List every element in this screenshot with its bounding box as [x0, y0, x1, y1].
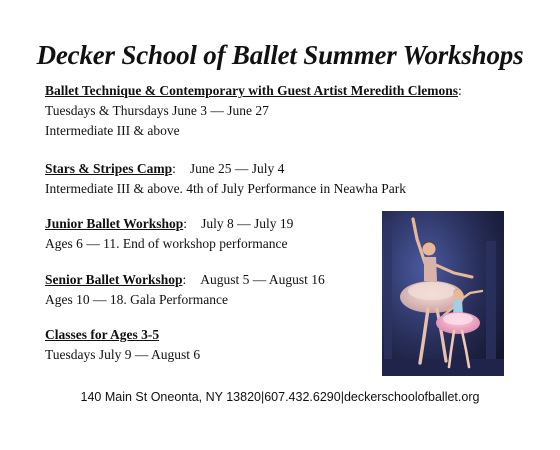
heading-suffix: : — [182, 272, 187, 287]
section-stars-stripes — [45, 159, 406, 199]
stage-floor — [382, 359, 504, 376]
section-ages-3-5 — [45, 325, 200, 365]
section-date: June 25 — July 4 — [189, 161, 285, 176]
section-junior-ballet — [45, 214, 293, 254]
section-heading: Junior Ballet Workshop — [45, 216, 184, 231]
dancers-illustration — [382, 211, 504, 376]
ballet-dancers-photo — [382, 211, 504, 376]
section-heading: Classes for Ages 3-5 — [45, 327, 160, 342]
section-senior-ballet — [45, 270, 325, 310]
section-line: Tuesdays & Thursdays June 3 — June 27 — [45, 103, 269, 118]
stage-column — [486, 241, 496, 376]
stage-column — [384, 221, 392, 376]
flyer-title: Decker School of Ballet Summer Workshops — [36, 40, 524, 70]
contact-footer: 140 Main St Oneonta, NY 13820|607.432.6290|deckerschoolofballet.org — [80, 390, 480, 404]
section-line: Tuesdays July 9 — August 6 — [45, 347, 201, 362]
section-line: Ages 10 — 18. Gala Performance — [45, 292, 228, 307]
section-ballet-technique — [45, 81, 462, 141]
heading-suffix: : — [183, 216, 188, 231]
section-date: July 8 — July 19 — [201, 216, 294, 231]
section-line: Ages 6 — 11. End of workshop performance — [45, 236, 288, 251]
heading-suffix: : — [172, 161, 176, 176]
section-heading: Stars & Stripes Camp — [45, 161, 173, 176]
section-line: Intermediate III & above — [45, 123, 180, 138]
section-line: Intermediate III & above. 4th of July Performance in Neawha Park — [45, 181, 406, 196]
section-date: August 5 — August 16 — [200, 272, 325, 287]
heading-suffix: : — [457, 83, 462, 98]
section-heading: Ballet Technique & Contemporary with Guest Artist Meredith Clemons — [45, 83, 458, 98]
section-heading: Senior Ballet Workshop — [45, 272, 183, 287]
